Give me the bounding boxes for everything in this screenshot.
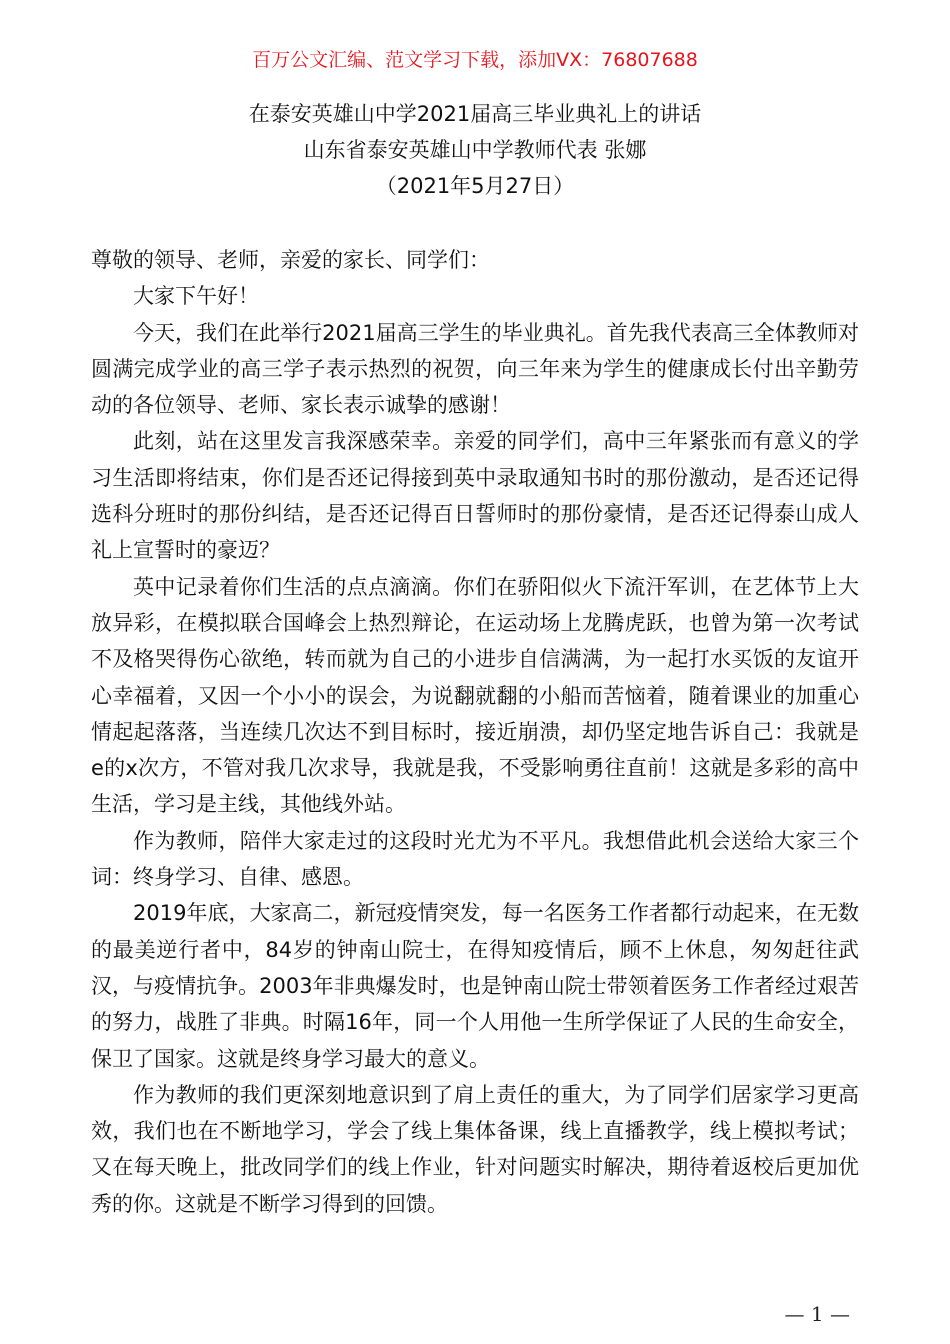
header-banner: 百万公文汇编、范文学习下载，添加VX：76807688 [252,49,698,71]
speaker-line: 山东省泰安英雄山中学教师代表 张娜 [303,138,647,162]
paragraph-honor: 此刻，站在这里发言我深感荣幸。亲爱的同学们，高中三年紧张而有意义的学习生活即将结束，你们是否还记得接到英中录取通知书时的那份激动，是否还记得选科分班时的那份纠结，是否还记得百日誓师时的那份豪情，是否还记得泰山成人礼上宣誓时的豪迈？ [91,429,859,563]
title-block [0,96,950,204]
paragraph-opening: 今天，我们在此举行2021届高三学生的毕业典礼。首先我代表高三全体教师对圆满完成学业的高三学子表示热烈的祝贺，向三年来为学生的健康成长付出辛勤劳动的各位领导、老师、家长表示诚挚的感谢！ [91,320,859,418]
paragraph-three-words: 作为教师，陪伴大家走过的这段时光尤为不平凡。我想借此机会送给大家三个词：终身学习、自律、感恩。 [91,828,859,890]
speech-title: 在泰安英雄山中学2021届高三毕业典礼上的讲话 [248,102,702,126]
salutation: 尊敬的领导、老师，亲爱的家长、同学们： [91,248,490,272]
paragraph-memories: 英中记录着你们生活的点点滴滴。你们在骄阳似火下流汗军训，在艺体节上大放异彩，在模拟联合国峰会上热烈辩论，在运动场上龙腾虎跃，也曾为第一次考试不及格哭得伤心欲绝，转而就为自己的小进步自信满满，为一起打水买饭的友谊开心幸福着，又因一个小小的误会，为说翻就翻的小船而苦恼着，随着课业的加重心情起起落落，当连续几次达不到目标时，接近崩溃，却仍坚定地告诉自己：我就是e的x次方，不管对我几次求导，我就是我，不受影响勇往直前！这就是多彩的高中生活，学习是主线，其他线外站。 [91,574,859,817]
paragraph-greeting: 大家下午好！ [133,284,259,309]
paragraph-lifelong-learning: 2019年底，大家高二，新冠疫情突发，每一名医务工作者都行动起来，在无数的最美逆行者中，84岁的钟南山院士，在得知疫情后，顾不上休息，匆匆赶往武汉，与疫情抗争。2003年非典爆发时，也是钟南山院士带领着医务工作者经过艰苦的努力，战胜了非典。时隔16年，同一个人用他一生所学保证了人民的生命安全，保卫了国家。这就是终身学习最大的意义。 [91,901,859,1071]
paragraph-teachers-learning: 作为教师的我们更深刻地意识到了肩上责任的重大，为了同学们居家学习更高效，我们也在不断地学习，学会了线上集体备课，线上直播教学，线上模拟考试；又在每天晚上，批改同学们的线上作业，针对问题实时解决，期待着返校后更加优秀的你。这就是不断学习得到的回馈。 [91,1082,859,1216]
page-number: — 1 — [784,1302,850,1326]
speech-date: （2021年5月27日） [375,174,575,198]
document-body [91,242,859,1222]
